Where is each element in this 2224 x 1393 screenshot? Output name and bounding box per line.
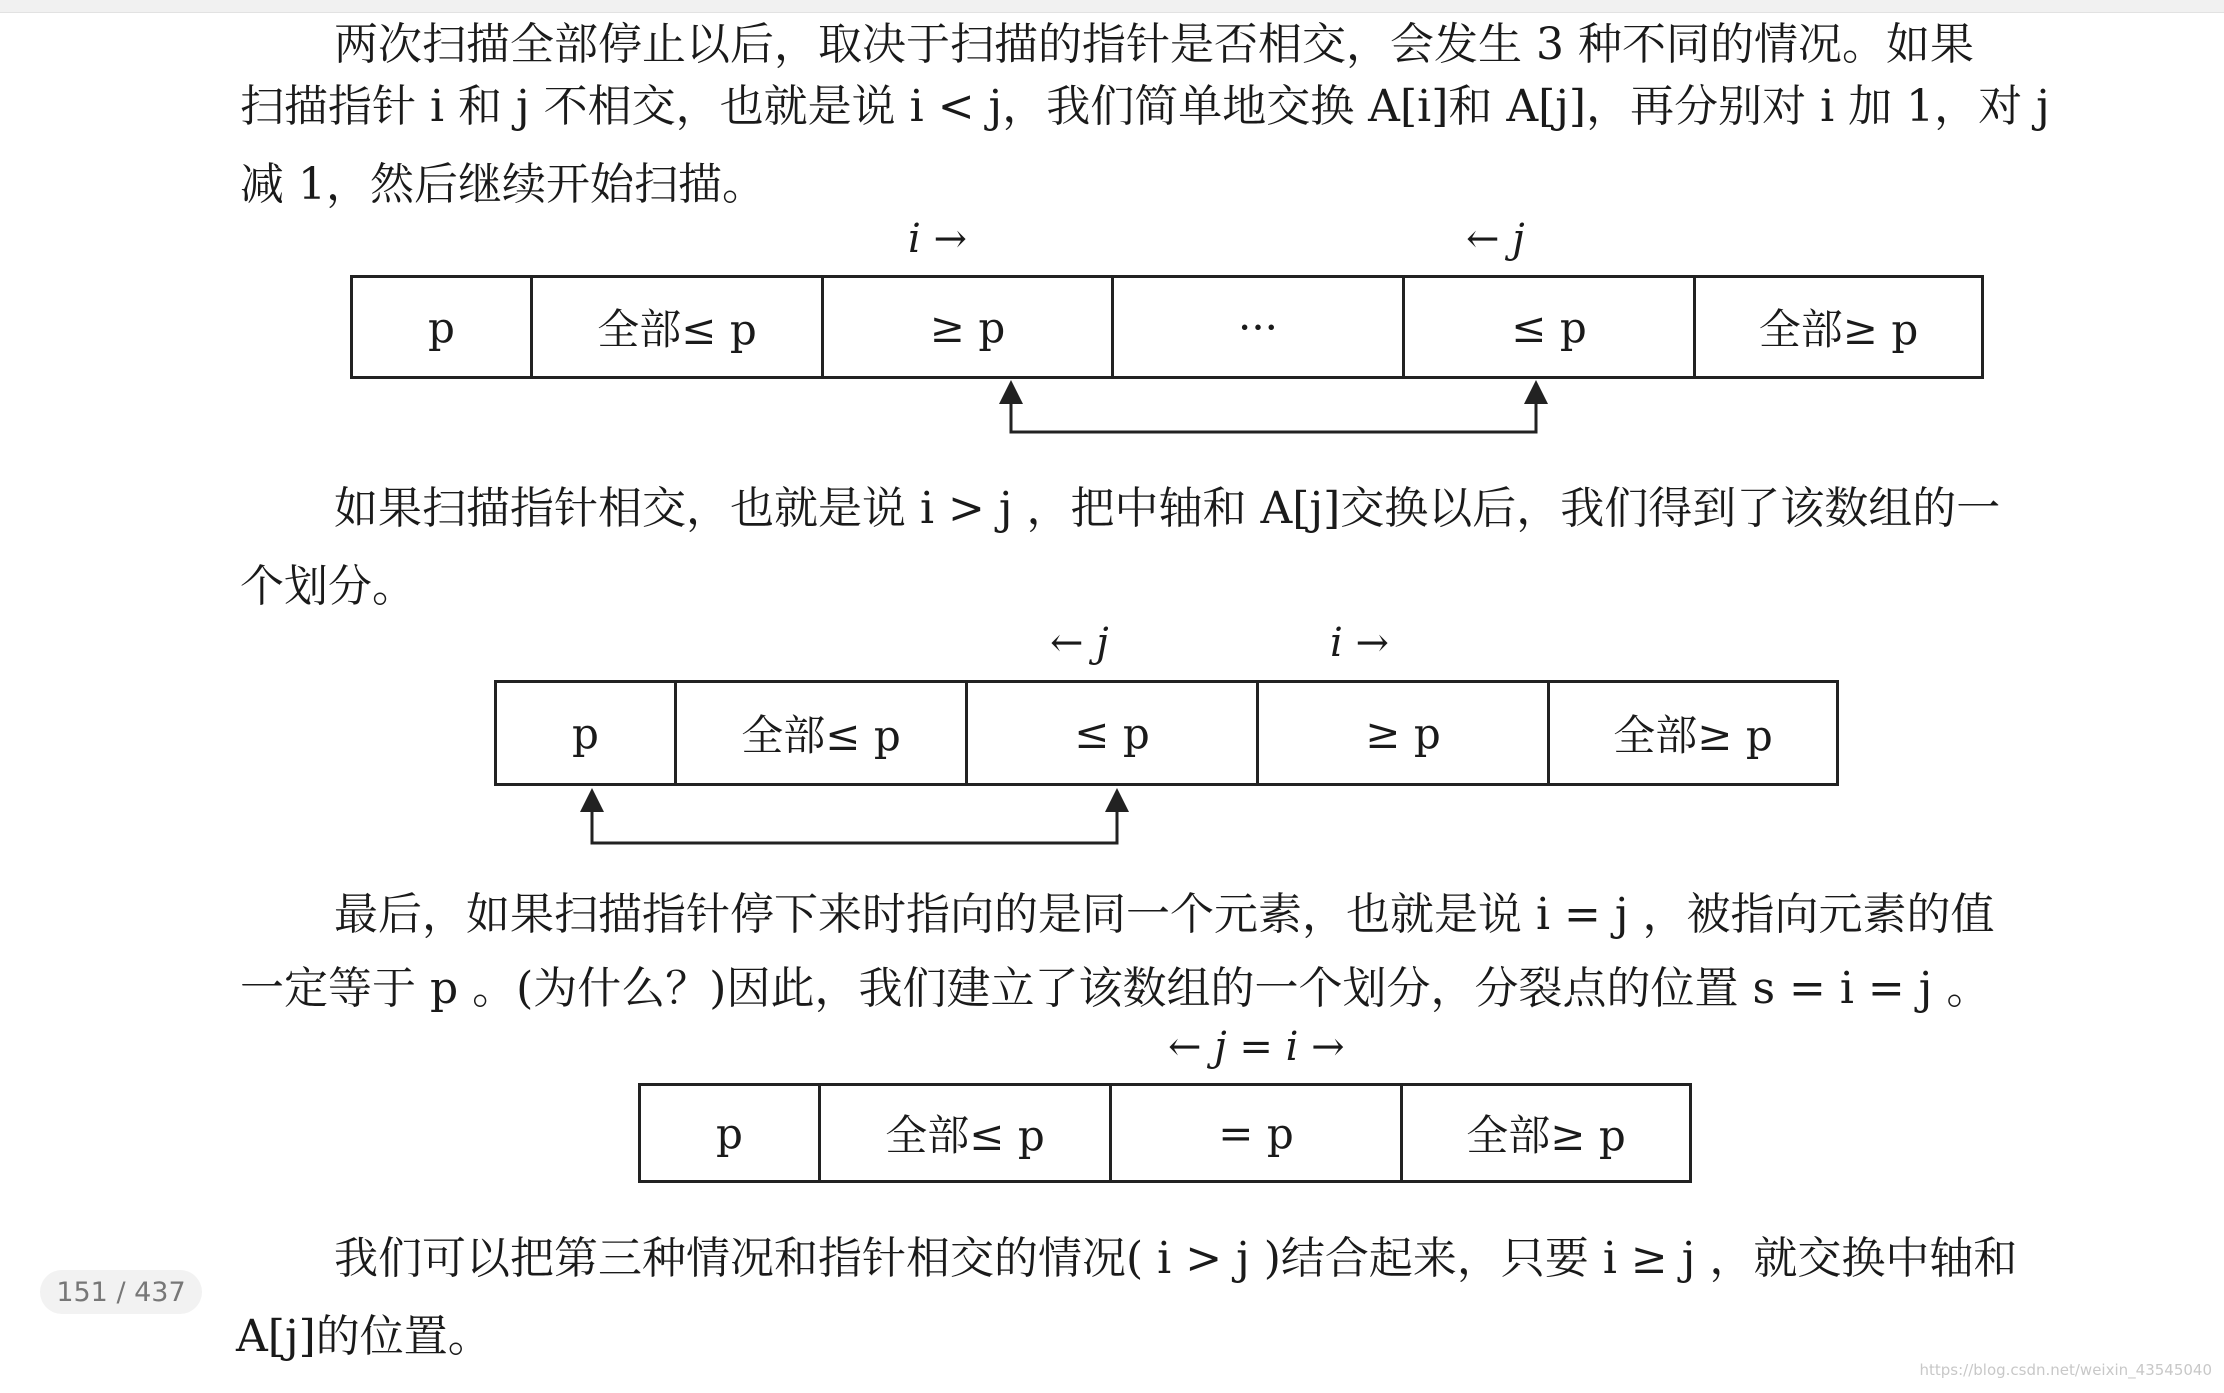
array-cell: 全部≤ p [821, 1086, 1112, 1180]
array-cell: 全部≥ p [1466, 1111, 1626, 1160]
text-line-1: 两次扫描全部停止以后，取决于扫描的指针是否相交，会发生 3 种不同的情况。如果 [334, 19, 1974, 70]
watermark-text: https://blog.csdn.net/weixin_43545040 [1919, 1361, 2212, 1379]
array-cell: p [353, 278, 533, 376]
text-line-2: 扫描指针 i 和 j 不相交，也就是说 i < j，我们简单地交换 A[i]和 A[j]，再分别对 i 加 1，对 j [240, 81, 2050, 132]
array-cell: ≤ p [968, 683, 1259, 783]
array-cell: = p [1112, 1086, 1403, 1180]
page-indicator: 151 / 437 [40, 1270, 202, 1314]
array-cell: 全部≥ p [1758, 305, 1919, 354]
text-line-7: 一定等于 p 。(为什么？)因此，我们建立了该数组的一个划分，分裂点的位置 s = i = j 。 [240, 963, 1991, 1014]
text-line-5: 个划分。 [240, 561, 416, 612]
array-cell: ··· [1114, 278, 1405, 376]
pointer-ji-label: ← j = i → [1168, 1024, 1345, 1070]
array-cell: 全部≥ p [1613, 711, 1773, 760]
text-line-9: A[j]的位置。 [236, 1311, 492, 1362]
text-line-6: 最后，如果扫描指针停下来时指向的是同一个元素，也就是说 i = j ，被指向元素的值 [334, 889, 1995, 940]
pointer-i-label: i → [1330, 620, 1390, 666]
text-line-3: 减 1，然后继续开始扫描。 [240, 159, 766, 210]
array-cell: ≤ p [1405, 278, 1696, 376]
array-cell: ≥ p [1259, 683, 1550, 783]
array-cell: 全部≤ p [533, 278, 824, 376]
text-line-8: 我们可以把第三种情况和指针相交的情况( i > j )结合起来，只要 i ≥ j ，就交换中轴和 [334, 1233, 2018, 1284]
array-cell: p [497, 683, 677, 783]
text-line-4: 如果扫描指针相交，也就是说 i > j ，把中轴和 A[j]交换以后，我们得到了该数组的一 [334, 483, 2001, 534]
array-diagram-3 [638, 1083, 1692, 1183]
array-cell: ≥ p [824, 278, 1114, 376]
pointer-j-label: ← j [1466, 216, 1525, 262]
pointer-i-label: i → [908, 216, 968, 262]
pointer-j-label: ← j [1050, 620, 1109, 666]
array-cell: 全部≤ p [677, 683, 968, 783]
array-cell: p [641, 1086, 821, 1180]
